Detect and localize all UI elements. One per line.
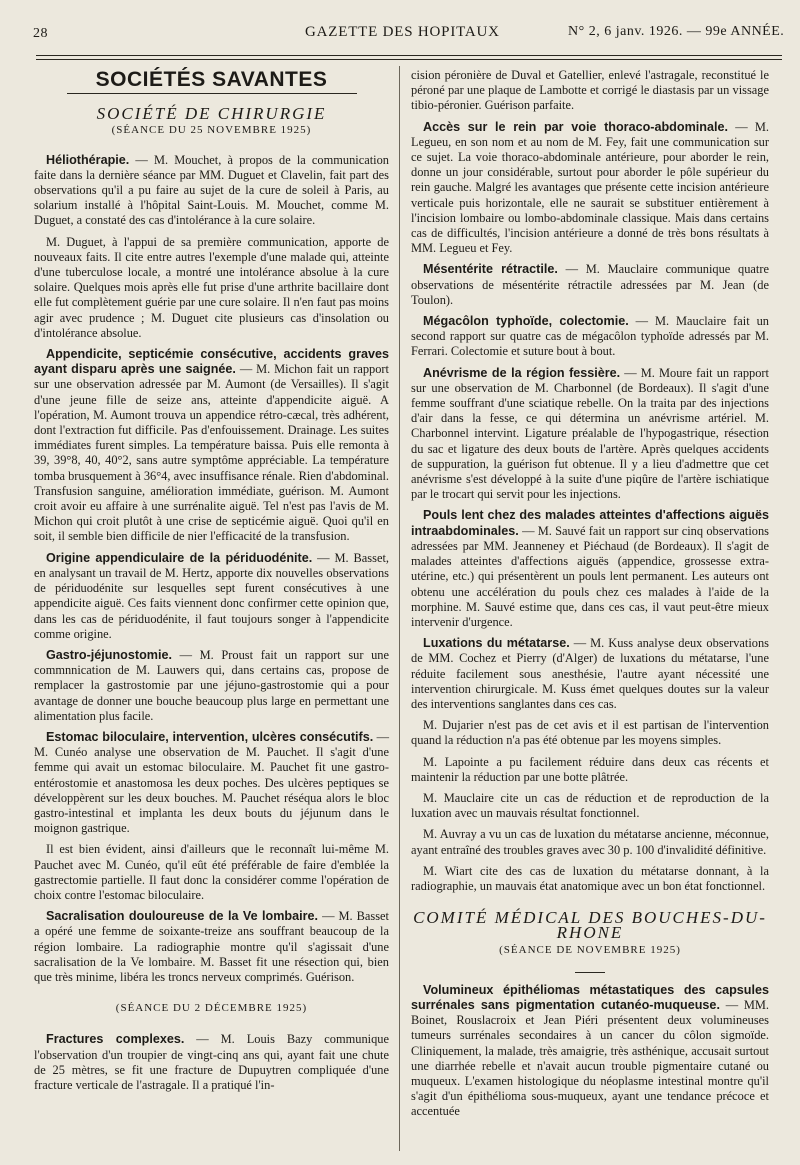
article-mesenterite <box>411 262 769 308</box>
article-body: — M. Sauvé fait un rapport sur cinq observations adressées par MM. Jeanneney et Piéchaud (de Bordeaux). Il s'agit de malades atteintes d'affections aiguës (appendice, grossesse extra-utérine, etc.) qui présentèrent un pouls lent permanent. Les auteurs ont obtenu une accélération du pouls chez ces malades à l'aide de la morphine. M. Sauvé estime que, dans ces cas, il vaut peut-être mieux intervenir d'urgence. <box>411 523 769 629</box>
masthead-rule <box>67 93 357 94</box>
session-date: (SÉANCE DU 25 NOVEMBRE 1925) <box>111 124 312 137</box>
article-title: Mésentérite rétractile. <box>423 262 558 277</box>
article-body: — M. Michon fait un rapport sur une observation adressée par M. Aumont (de Versailles). Il s'agit d'une jeune fille de seize ans, atteinte d'appendicite aiguë. A l'opération, M. Aumont trouva un appendice rétro-cæcal, très adhérent, dont l'extraction fut difficile. Pas d'enfouissement. Drainage. Les suites immédiates furent simples. La température baissa. Puis elle remonta à 39, 39°8, 40, 40°2, sans autre symptôme appréciable. La température tomba brusquement à 36°4, avec insuffisance rénale. Rien d'abdominal. Transfusion sanguine, amélioration immédiate, guérison. M. Aumont croit avoir eu affaire à une surrénalite aiguë. Tel n'est pas l'avis de M. Michon qui croit plutôt à une crise de septicémie aiguë. Quoi qu'il en soit, il semble bien difficile de nier l'efficacité de la transfusion. <box>34 362 389 544</box>
article-pouls-lent <box>411 508 769 630</box>
article-title: Estomac biloculaire, intervention, ulcères consécutifs. <box>46 729 374 744</box>
left-column <box>34 68 389 1099</box>
article-fractures-complexes <box>34 1032 389 1093</box>
article-luxations <box>411 636 769 712</box>
article-title: Gastro-jéjunostomie. <box>46 647 172 662</box>
article-title: Mégacôlon typhoïde, colectomie. <box>423 314 629 329</box>
page-number: 28 <box>33 26 48 41</box>
article-estomac-biloculaire <box>34 730 389 836</box>
society-title: COMITÉ MÉDICAL DES BOUCHES-DU-RHONE <box>413 908 767 943</box>
article-paragraph: M. Lapointe a pu facilement réduire dans deux cas récents et maintenir la réduction par une botte plâtrée. <box>411 754 769 784</box>
article-acces-rein <box>411 120 769 257</box>
article-paragraph: M. Auvray a vu un cas de luxation du métatarse ancienne, méconnue, ayant entraîné des troubles graves avec 30 p. 100 d'invalidité définitive. <box>411 827 769 857</box>
article-title: Luxations du métatarse. <box>423 636 570 651</box>
article-body: — M. Mauclaire communique quatre observations de mésentérite rétractile adressées par M. Jean (de Toulon). <box>411 262 769 307</box>
header-rule-top <box>36 55 782 56</box>
issue-info: N° 2, 6 janv. 1926. — 99e ANNÉE. <box>568 24 785 39</box>
article-body: — M. Basset, en analysant un travail de M. Hertz, apporte dix nouvelles observations de périduodénite sur lesquelles sept furent consécutives à une appendicite aiguë. Ces faits viennent donc confirmer cette opinion que, dans les cas de périduodénite, il faut toujours songer à l'appendicite comme origine. <box>34 550 389 641</box>
article-body: — M. Legueu, en son nom et au nom de M. Fey, fait une communication sur ce sujet. La voie thoraco-abdominale antérieure, pour aborder le rein, donne un jour considérable, surtout pour aborder le pôle supérieur du rein gauche. Malgré les avantages que présente cette incision antérieure verticale puis horizontale, elle ne saurait se substituer entièrement à l'incision lombaire ou lombo-abdominale classique. Mais dans certains cas de difficultés, l'incision antérieure a donné de très bons résultats à MM. Legueu et Fey. <box>411 119 770 256</box>
header-rule-bottom <box>36 59 782 60</box>
society-title: SOCIÉTÉ DE CHIRURGIE <box>96 104 327 124</box>
article-appendicite <box>34 347 389 545</box>
article-title: Sacralisation douloureuse de la Ve lombaire. <box>46 909 319 924</box>
article-title: Fractures complexes. <box>46 1032 185 1047</box>
right-column <box>411 68 769 1126</box>
article-anevrisme <box>411 366 769 503</box>
article-epitheliomas <box>411 983 769 1120</box>
article-paragraph: M. Duguet, à l'appui de sa première communication, apporte de nouveaux faits. Il cite entre autres l'exemple d'une malade qui, atteinte d'une tuberculose locale, a montré une intolérance absolue à la cure solaire. Quelques mois après elle fut prise d'une arthrite bacillaire dont elle fut complètement guérie par une cure solaire. Il n'en faut pas moins agir avec prudence ; M. Duguet cite plusieurs cas d'insolation ou d'intolérance absolue. <box>34 234 389 340</box>
article-megacolon <box>411 314 769 360</box>
session-date: (SÉANCE DU 2 DÉCEMBRE 1925) <box>115 1002 308 1015</box>
article-body: — M. Kuss analyse deux observations de MM. Cochez et Pierry (d'Alger) de luxations du métatarse, l'une réduite facilement sous anesthésie, l'autre ayant nécessité une intervention chirurgicale. M. Kuss émet quelques doutes sur la valeur des interventions sanglantes dans ces cas. <box>411 636 769 711</box>
article-body: — M. Mauclaire fait un second rapport sur quatre cas de mégacôlon typhoïde adressés par M. Ferrari. Colectomie et suture bout à bout. <box>411 314 769 359</box>
column-divider <box>399 66 400 1151</box>
article-title: Appendicite, septicémie consécutive, accidents graves ayant disparu après une saignée. <box>34 347 389 377</box>
article-title: Origine appendiculaire de la périduodénite. <box>46 550 313 565</box>
running-header <box>0 24 800 46</box>
session-date: (SÉANCE DE NOVEMBRE 1925) <box>499 943 681 956</box>
article-continuation: cision péronière de Duval et Gatellier, enlevé l'astragale, reconstitué le péroné par une plaque de Lambotte et corrigé le diastasis par un vissage tibio-péronier. Guérison parfaite. <box>411 68 769 113</box>
article-body: — MM. Boinet, Rouslacroix et Jean Piéri présentent deux volumineuses tumeurs surrénales secondaires à un cancer du côlon sigmoïde. Cliniquement, la malade, très amaigrie, très asthénique, accusait surtout une diarrhée rebelle et n'avait aucun trouble pigmentaire cutané ou muqueux. L'examen histologique du néoplasme intestinal montre qu'il s'agit d'un épithélioma sous-muqueux, ayant une tendance précoce et accentuée <box>411 997 769 1119</box>
article-gastro-jejunostomie <box>34 648 389 724</box>
article-title: Volumineux épithéliomas métastatiques des capsules surrénales sans pigmentation cutanéo-muqueuse. <box>411 982 769 1012</box>
article-title: Anévrisme de la région fessière. <box>423 365 621 380</box>
article-title: Accès sur le rein par voie thoraco-abdominale. <box>423 119 728 134</box>
article-heliotherapie <box>34 153 389 229</box>
section-masthead: SOCIÉTÉS SAVANTES <box>95 68 328 91</box>
article-body: — M. Basset a opéré une femme de soixante-treize ans souffrant beaucoup de la région lombaire. La radiographie montre qu'il s'agissait d'une sacralisation de la Ve lombaire. M. Basset fit une résection qui, bien que très minime, libéra les troncs nerveux comprimés. Guérison. <box>34 909 390 984</box>
article-title: Héliothérapie. <box>46 152 130 167</box>
article-paragraph: Il est bien évident, ainsi d'ailleurs que le reconnaît lui-même M. Pauchet avec M. Cunéo, qu'il eût été préférable de faire d'emblée la gastrectomie partielle. Il faut donc la considérer comme l'opération de choix contre l'estomac biloculaire. <box>34 842 389 902</box>
article-paragraph: M. Dujarier n'est pas de cet avis et il est partisan de l'intervention quand la réduction n'a pas été obtenue par les moyens simples. <box>411 718 769 748</box>
article-body: — M. Mouchet, à propos de la communication faite dans la dernière séance par MM. Duguet et Clavelin, fait part des observations qu'il a pu faire au sujet de la cure de soleil à Paris, au solarium installé à l'hôpital Saint-Louis. M. Mouchet, comme M. Duguet, a constaté des cas d'intolérance à la cure solaire. <box>34 152 389 228</box>
article-periduodenite <box>34 551 389 642</box>
article-body: — M. Moure fait un rapport sur une observation de M. Charbonnel (de Bordeaux). Il s'agit d'une femme souffrant d'une sciatique rebelle. On la traita par des injections d'air dans la fesse, ce qui détermina un anévrisme artériel. M. Charbonnel intervint. Ligature préalable de l'hypogastrique, résection du sac et ligature des deux bouts de l'artère. Après quelques accidents de suppuration, la guérison fut obtenue. Il y a lieu d'admettre que cet anévrisme s'est développé à la suite d'une piqûre de l'artère ischiatique par le trocart qui servit pour les injections. <box>411 365 769 502</box>
section-rule <box>575 972 605 973</box>
article-body: — M. Proust fait un rapport sur une commnnication de M. Lauwers qui, dans certains cas, propose de remplacer la gastrostomie par une jéjuno-gastrostomie qui a pour avantage de donner une bouche beaucoup plus large en permettant une alimentation plus facile. <box>34 647 389 723</box>
article-body: — M. Louis Bazy communique l'observation d'un troupier de vingt-cinq ans qui, ayant fait une chute de 25 mètres, se fit une fracture de Dupuytren compliquée d'une fracture verticale de l'astragale. Il a pratiqué l'in- <box>34 1032 390 1092</box>
journal-title: GAZETTE DES HOPITAUX <box>305 24 500 40</box>
article-body: — M. Cunéo analyse une observation de M. Pauchet. Il s'agit d'une femme qui avait un estomac biloculaire. M. Pauchet fit une gastro-entérostomie et anastomosa les deux poches. Des ulcères peptiques se développèrent sur les deux bouches. M. Pauchet réséqua alors le bloc gastro-intestinal et implanta les deux bouts du jéjunum dans le moignon gastrique. <box>34 729 389 836</box>
article-paragraph: M. Wiart cite des cas de luxation du métatarse donnant, à la radiographie, un mauvais état anatomique avec un bon état fonctionnel. <box>411 863 769 893</box>
article-paragraph: M. Mauclaire cite un cas de réduction et de reproduction de la luxation avec un mauvais résultat fonctionnel. <box>411 790 769 821</box>
article-title: Pouls lent chez des malades atteintes d'affections aiguës intraabdominales. <box>411 508 769 538</box>
article-sacralisation <box>34 909 389 985</box>
